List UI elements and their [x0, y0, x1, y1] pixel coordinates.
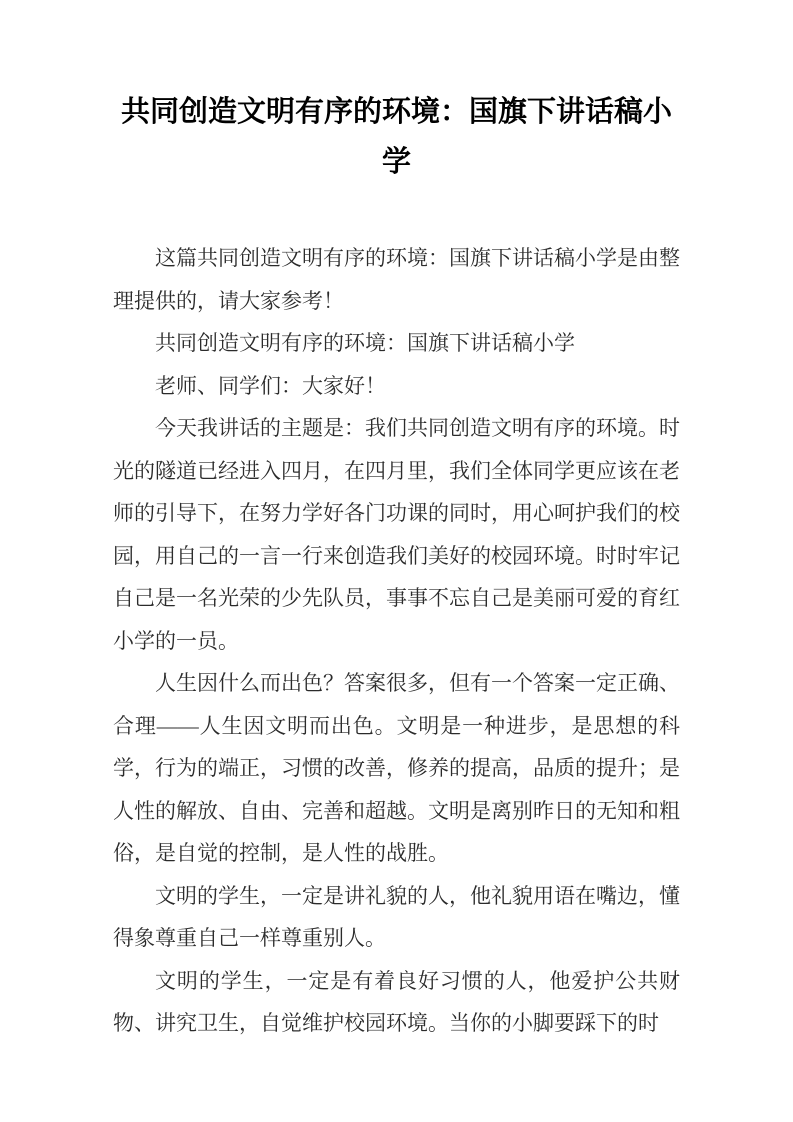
paragraph: 今天我讲话的主题是：我们共同创造文明有序的环境。时光的隧道已经进入四月，在四月里，我们全体同学更应该在老师的引导下，在努力学好各门功课的同时，用心呵护我们的校园，用自己的一言一行来创造我们美好的校园环境。时时牢记自己是一名光荣的少先队员，事事不忘自己是美丽可爱的育红小学的一员。	[113, 416, 680, 653]
document-body	[113, 237, 680, 1045]
paragraph: 共同创造文明有序的环境：国旗下讲话稿小学	[155, 331, 575, 355]
paragraph: 这篇共同创造文明有序的环境：国旗下讲话稿小学是由整理提供的，请大家参考！	[113, 246, 680, 313]
paragraph: 文明的学生，一定是讲礼貌的人，他礼貌用语在嘴边，懂得象尊重自己一样尊重别人。	[113, 883, 680, 950]
paragraph: 文明的学生，一定是有着良好习惯的人，他爱护公共财物、讲究卫生，自觉维护校园环境。当你的小脚要踩下的时	[113, 968, 680, 1035]
paragraph: 人生因什么而出色？答案很多，但有一个答案一定正确、合理——人生因文明而出色。文明是一种进步，是思想的科学，行为的端正，习惯的改善，修养的提高，品质的提升；是人性的解放、自由、完善和超越。文明是离别昨日的无知和粗俗，是自觉的控制，是人性的战胜。	[113, 671, 680, 865]
paragraph: 老师、同学们：大家好！	[155, 373, 386, 398]
page-title: 共同创造文明有序的环境：国旗下讲话稿小学	[120, 96, 672, 178]
